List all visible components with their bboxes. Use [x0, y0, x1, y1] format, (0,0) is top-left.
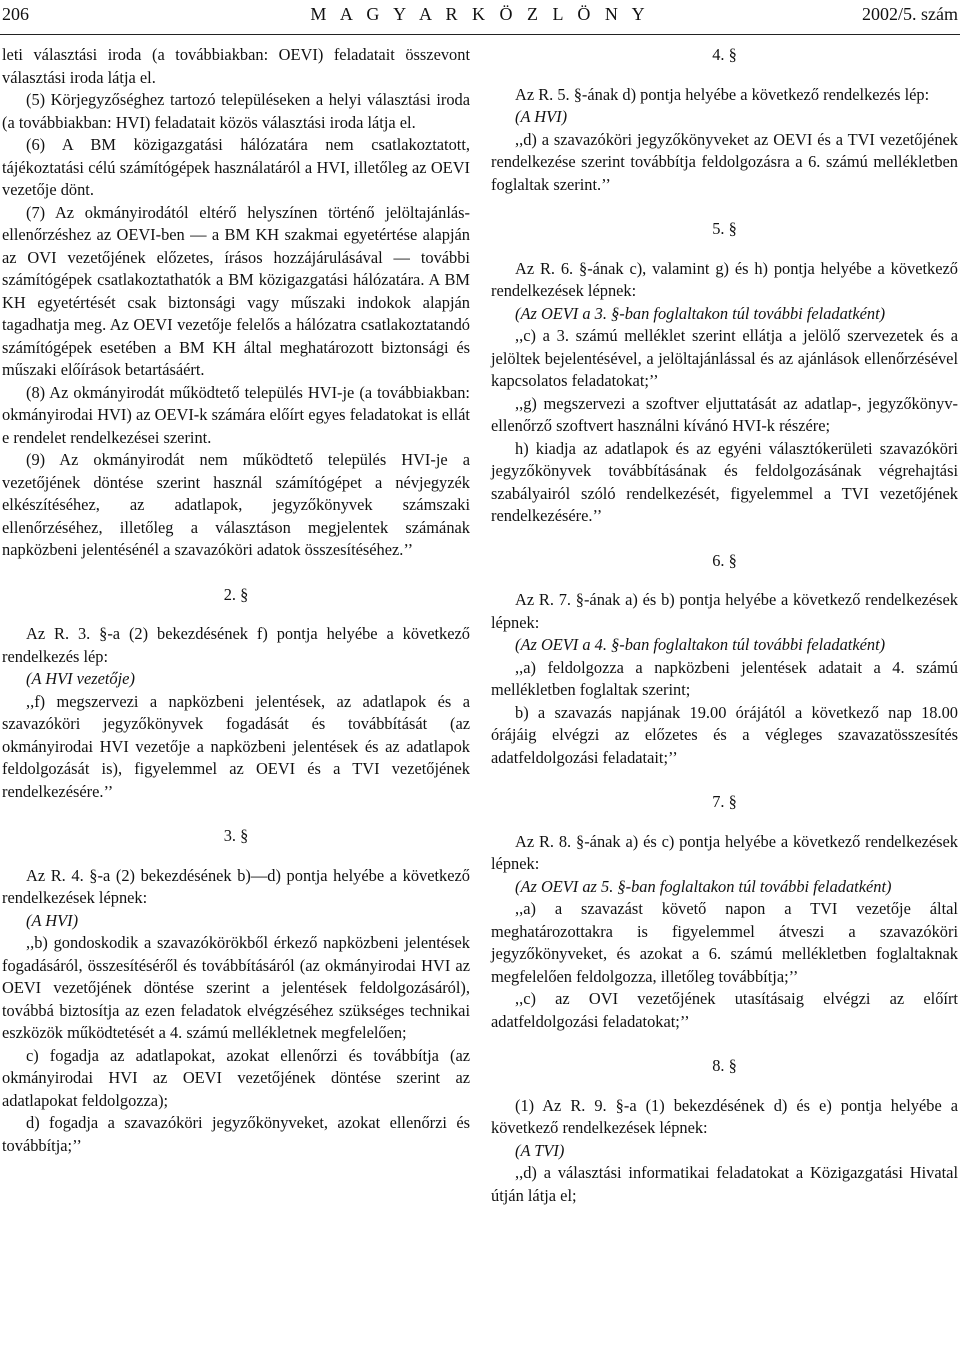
right-column — [491, 44, 958, 1207]
page-header — [0, 0, 960, 36]
section-6-point-b: b) a szavazás napjának 19.00 órájától a következő nap 18.00 órájáig elvégzi az előzetes és a végleges szavazatösszesítés adatfeldolgozási feladatait;’’ — [491, 702, 958, 767]
section-7-intro: Az R. 8. §-ának a) és c) pontja helyébe a következő rendelkezések lépnek: — [491, 831, 958, 873]
section-7-point-c: ,,c) az OVI vezetőjének utasításaig elvégzi az előírt adatfeldolgozási feladatokat;’’ — [491, 989, 958, 1031]
section-3-scope: (A HVI) — [26, 910, 79, 930]
paragraph-7: (7) Az okmányirodától eltérő helyszínen történő jelöltajánlás-ellenőrzéshez az OEVI-ben — a BM KH szakmai egyetértése alapján az OVI vezetőjének előzetes, írásos hozzájárulásával — további számítógépek csatlakoztathatók a BM közigazgatási hálózatára. A BM KH egyetértését csak biztonsági vagy műszaki indokok alapján tagadhatja meg. Az OEVI vezetője felelős a hálózatra csatlakoztatandó számítógépek esetében a BM KH által meghatározott biztonsági és műszaki előírások betartásáért. — [2, 202, 470, 379]
section-5-intro: Az R. 6. §-ának c), valamint g) és h) pontja helyébe a következő rendelkezések lépnek: — [491, 258, 958, 300]
section-heading-8: 8. § — [712, 1056, 737, 1075]
section-heading-3: 3. § — [223, 826, 249, 845]
section-4-scope: (A HVI) — [515, 107, 568, 126]
section-3-point-b: ,,b) gondoskodik a szavazókörökből érkező napközbeni jelentések fogadásáról, összesítéséről és továbbításáról (az okmányirodai HVI az OEVI vezetőjének döntése szerint a jelentések feldolgozásáról), továbbá biztosítja az ezen feladatok elvégzéséhez szükséges technikai eszközök működtetését a 4. számú mellékletnek megfelelően; — [2, 933, 470, 1042]
section-heading-7: 7. § — [712, 792, 737, 811]
section-3-intro: Az R. 4. §-a (2) bekezdésének b)—d) pontja helyébe a következő rendelkezések lépnek: — [2, 865, 470, 907]
header-rule — [0, 34, 960, 35]
section-6-scope: (Az OEVI a 4. §-ban foglaltakon túl további feladatként) — [515, 635, 886, 654]
left-column — [2, 44, 470, 1157]
section-3-point-c: c) fogadja az adatlapokat, azokat ellenőrzi és továbbítja (az okmányirodai HVI az OEVI vezetőjének döntése szerint az adatlapokat feldolgozza); — [2, 1045, 470, 1110]
section-4-text: ,,d) a szavazóköri jegyzőkönyveket az OEVI és a TVI vezetőjének rendelkezése szerint továbbítja feldolgozásra a 6. számú mellékletben foglaltak szerint.’’ — [491, 129, 958, 194]
section-6-intro: Az R. 7. §-ának a) és b) pontja helyébe a következő rendelkezések lépnek: — [491, 590, 958, 632]
issue-number: 2002/5. szám — [862, 4, 958, 24]
section-5-scope: (Az OEVI a 3. §-ban foglaltakon túl további feladatként) — [515, 303, 886, 323]
section-2-scope: (A HVI vezetője) — [26, 669, 135, 688]
section-2-text: ,,f) megszervezi a napközbeni jelentések, az adatlapok és a szavazóköri jegyzőkönyvek fogadását és továbbítását (az okmányirodai HVI vezetője a napközbeni jelentések és az adatlapok feldolgozását is), figyelemmel az OEVI és a TVI vezetőjének rendelkezésére.’’ — [2, 691, 470, 801]
section-2-intro: Az R. 3. §-a (2) bekezdésének f) pontja helyébe a következő rendelkezés lép: — [2, 624, 470, 666]
section-heading-5: 5. § — [712, 219, 737, 238]
paragraph-continued: leti választási iroda (a továbbiakban: OEVI) feladatait összevont választási iroda látja el. — [2, 45, 470, 87]
section-7-point-a: ,,a) a szavazást követő napon a TVI vezetője által meghatározottakra is figyelemmel átveszi a szavazóköri jegyzőkönyveket, és azokat a 6. számú mellékletben foglaltaknak megfelelően feldolgozza, illetőleg továbbítja;’’ — [491, 899, 958, 986]
section-8-point-d: ,,d) a választási informatikai feladatokat a Közigazgatási Hivatal útján látja el; — [491, 1163, 958, 1205]
paragraph-6: (6) A BM közigazgatási hálózatára nem csatlakoztatott, tájékoztatási célú számítógépek használatáról a HVI, illetőleg az OEVI vezetője dönt. — [2, 135, 470, 199]
paragraph-8: (8) Az okmányirodát működtető település HVI-je (a továbbiakban: okmányirodai HVI) az OEVI-k számára előírt egyes feladatokat is ellát e rendelet rendelkezései szerint. — [2, 382, 470, 447]
section-8-intro: (1) Az R. 9. §-a (1) bekezdésének d) és e) pontja helyébe a következő rendelkezések lépnek: — [491, 1095, 958, 1137]
section-heading-6: 6. § — [712, 550, 737, 570]
section-5-point-h: h) kiadja az adatlapok és az egyéni választókerületi szavazóköri jegyzőkönyvek továbbításának és feldolgozásának végrehajtási szabályairól szóló rendelkezését, figyelemmel a TVI vezetőjének rendelkezésére.’’ — [491, 438, 958, 525]
section-5-point-c: ,,c) a 3. számú melléklet szerint ellátja a jelölő szervezetek és a jelöltek bejelentésével, a jelöltajánlással és az ajánlások ellenőrzésével kapcsolatos feladatokat;’’ — [491, 326, 958, 390]
publication-title: M A G Y A R K Ö Z L Ö N Y — [310, 4, 650, 24]
paragraph-5: (5) Körjegyzőséghez tartozó településeken a helyi választási iroda (a továbbiakban: HVI) feladatait közös választási iroda látja el. — [2, 90, 470, 132]
section-5-point-g: ,,g) megszervezi a szoftver eljuttatását az adatlap-, jegyzőkönyv-ellenőrző szoftvert használni kívánó HVI-k részére; — [491, 393, 958, 435]
section-4-intro: Az R. 5. §-ának d) pontja helyébe a következő rendelkezés lép: — [515, 84, 930, 104]
paragraph-9: (9) Az okmányirodát nem működtető település HVI-je a vezetőjének döntése szerint használ számítógépet a névjegyzék elkészítéséhez, az adatlapok, jegyzőkönyvek számszaki ellenőrzéséhez, illetőleg a választáson megjelentek számának napközbeni jelentésénél a szavazóköri adatok összesítéséhez.’’ — [2, 450, 470, 559]
section-heading-4: 4. § — [712, 45, 737, 64]
section-6-point-a: ,,a) feldolgozza a napközbeni jelentések adatait a 4. számú mellékletben foglaltak szerint; — [491, 657, 958, 699]
section-heading-2: 2. § — [223, 584, 249, 604]
section-7-scope: (Az OEVI az 5. §-ban foglaltakon túl további feladatként) — [515, 876, 892, 896]
section-3-point-d: d) fogadja a szavazóköri jegyzőkönyveket, azokat ellenőrzi és továbbítja;’’ — [2, 1113, 470, 1155]
section-8-scope: (A TVI) — [515, 1140, 565, 1160]
page-number: 206 — [2, 4, 29, 24]
